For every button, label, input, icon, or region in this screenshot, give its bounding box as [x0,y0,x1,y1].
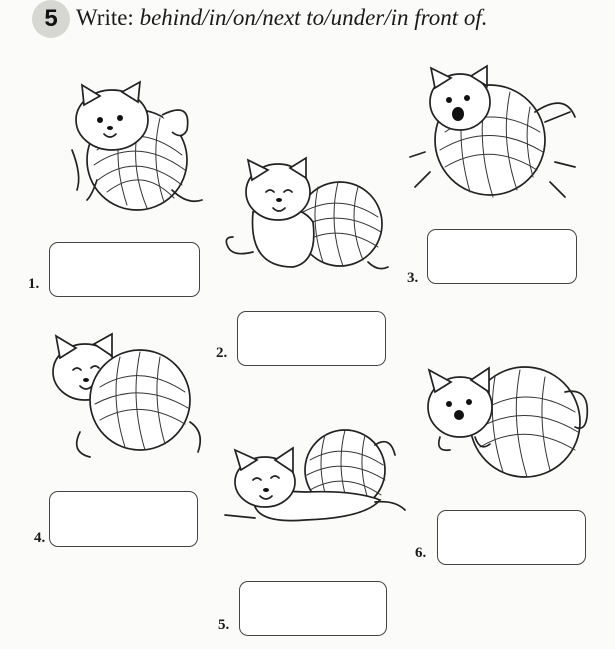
answer-box-4[interactable] [49,491,198,547]
illustration-cat-in-ball [405,62,580,212]
answer-box-5[interactable] [239,581,387,636]
answer-box-3[interactable] [427,229,577,284]
answer-box-2[interactable] [237,311,386,366]
item-label-1: 1. [28,276,40,292]
item-label-2: 2. [216,345,228,361]
instruction-word-list: behind/in/on/next to/under/in front of. [139,5,488,30]
item-label-5: 5. [218,617,230,633]
exercise-number-badge: 5 [32,0,70,38]
instruction-text [76,2,611,33]
illustration-cat-under-ball [215,420,415,535]
illustration-cat-in-front-of-ball [415,352,595,492]
answer-box-6[interactable] [437,510,586,565]
illustration-cat-behind-ball [40,322,210,467]
item-label-3: 3. [407,270,419,286]
illustration-cat-next-to-ball [218,152,393,282]
illustration-cat-on-ball [42,80,212,220]
item-label-6: 6. [415,545,427,561]
instruction-prefix: Write: [76,5,134,30]
answer-box-1[interactable] [49,242,200,297]
item-label-4: 4. [34,530,46,546]
